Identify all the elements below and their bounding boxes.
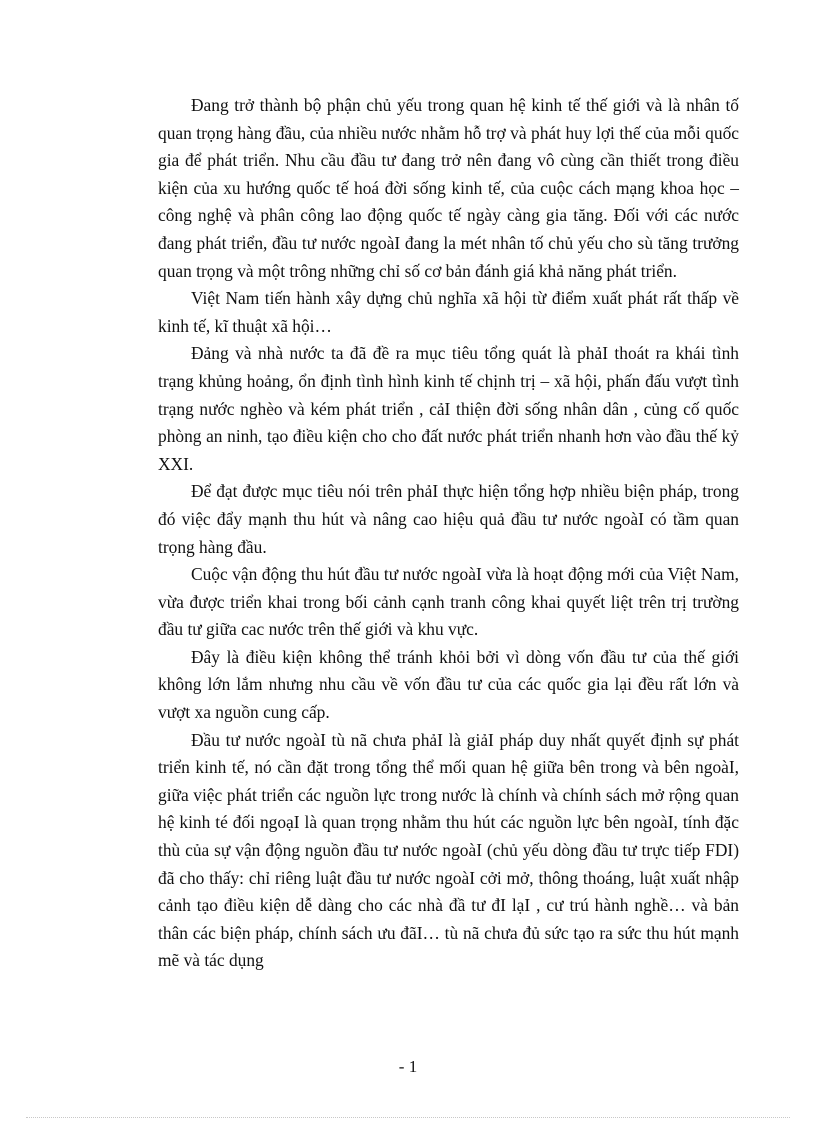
body-text bbox=[158, 92, 739, 975]
paragraph-3: Đảng và nhà nước ta đã đề ra mục tiêu tổng quát là phảI thoát ra khái tình trạng khủng hoảng, ổn định tình hình kinh tế chịnh trị – xã hội, phấn đấu vượt tình trạng nước nghèo và kém phát triển , cảI thiện đời sống nhân dân , củng cố quốc phòng an ninh, tạo điều kiện cho cho đất nước phát triển nhanh hơn vào đầu thế kỷ XXI. bbox=[158, 343, 739, 474]
page-bottom-divider bbox=[26, 1117, 790, 1118]
page-number: - 1 bbox=[398, 1057, 418, 1076]
paragraph-6: Đây là điều kiện không thể tránh khỏi bởi vì dòng vốn đầu tư của thế giới không lớn lắm nhưng nhu cầu về vốn đầu tư của các quốc gia lại đều rất lớn và vượt xa nguồn cung cấp. bbox=[158, 646, 739, 723]
paragraph-2: Việt Nam tiến hành xây dựng chủ nghĩa xã hội từ điểm xuất phát rất thấp về kinh tế, kĩ thuật xã hội… bbox=[158, 288, 739, 336]
paragraph-7: Đầu tư nước ngoàI tù nã chưa phảI là giảI pháp duy nhất quyết định sự phát triển kinh tế, nó cần đặt trong tổng thể mối quan hệ giữa bên trong và bên ngoàI, giữa việc phát triển các nguồn lực trong nước là chính và chính sách mở rộng quan hệ kinh té đối ngoạI là quan trọng nhằm thu hút các nguồn lực bên ngoàI, tính đặc thù của sự vận động nguồn đầu tư nước ngoàI (chủ yếu dòng đầu tư trực tiếp FDI) đã cho thấy: chỉ riêng luật đầu tư nước ngoàI cởi mở, thông thoáng, luật xuất nhập cảnh tạo điều kiện dễ dàng cho các nhà đầ tư đI lạI , cư trú hành nghề… và bản thân các biện pháp, chính sách ưu đãI… tù nã chưa đủ sức tạo ra sức thu hút mạnh mẽ và tác dụng bbox=[158, 729, 739, 971]
paragraph-5: Cuộc vận động thu hút đầu tư nước ngoàI vừa là hoạt động mới của Việt Nam, vừa được triển khai trong bối cảnh cạnh tranh công khai quyết liệt trên trị trường đầu tư giữa cac nước trên thế giới và khu vực. bbox=[158, 564, 739, 640]
paragraph-1: Đang trở thành bộ phận chủ yếu trong quan hệ kinh tế thế giới và là nhân tố quan trọng hàng đầu, của nhiều nước nhằm hỗ trợ và phát huy lợi thế của mỗi quốc gia để phát triển. Nhu cầu đầu tư đang trở nên đang vô cùng cần thiết trong điều kiện của xu hướng quốc tế hoá đời sống kinh tế, của cuộc cách mạng khoa học – công nghệ và phân công lao động quốc tế ngày càng gia tăng. Đối với các nước đang phát triển, đầu tư nước ngoàI đang la mét nhân tố chủ yếu cho sù tăng trưởng quan trọng và một trông những chỉ số cơ bản đánh giá khả năng phát triển. bbox=[158, 95, 739, 281]
paragraph-4: Để đạt được mục tiêu nói trên phảI thực hiện tổng hợp nhiều biện pháp, trong đó việc đẩy mạnh thu hút và nâng cao hiệu quả đầu tư nước ngoàI có tầm quan trọng hàng đầu. bbox=[158, 481, 739, 557]
